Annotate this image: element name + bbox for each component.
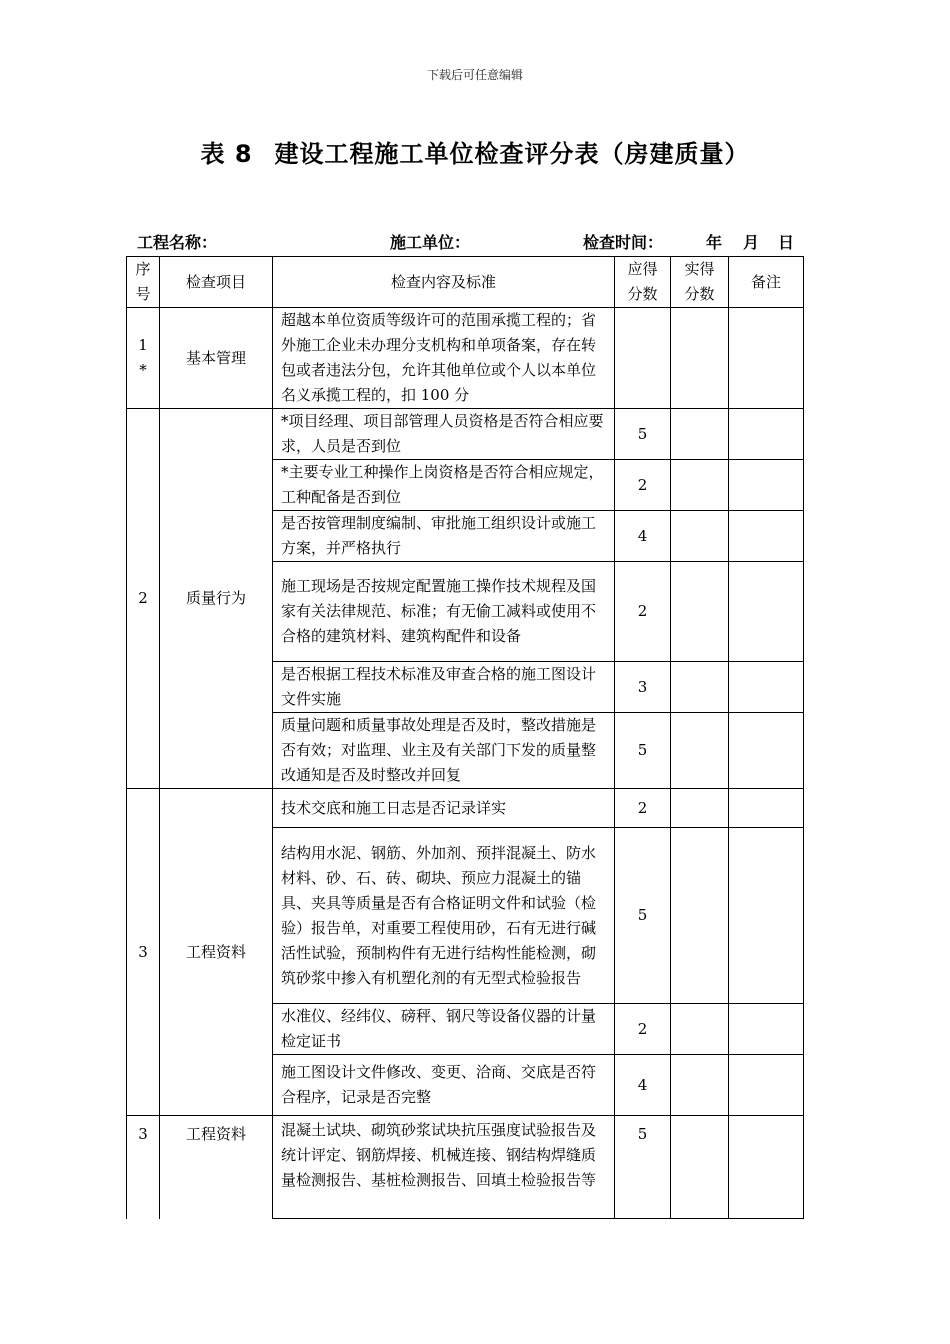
col-header-seq: 序 号	[127, 257, 160, 308]
table-row	[127, 1116, 804, 1219]
page-title	[0, 134, 950, 169]
item-cell: 工程资料	[160, 1116, 273, 1219]
score-due-cell: 3	[615, 662, 671, 713]
check-time-label: 检查时间：	[583, 233, 664, 252]
remark-cell	[729, 511, 804, 562]
remark-cell	[729, 409, 804, 460]
score-actual-cell	[671, 828, 729, 1004]
score-actual-cell	[671, 662, 729, 713]
item-cell: 质量行为	[160, 409, 273, 789]
contractor-label: 施工单位：	[390, 233, 471, 252]
col-header-item: 检查项目	[160, 257, 273, 308]
score-due-cell: 2	[615, 562, 671, 662]
content-cell: *项目经理、项目部管理人员资格是否符合相应要求，人员是否到位	[273, 409, 615, 460]
seq-cell: 2	[127, 409, 160, 789]
seq-cell: 1 *	[127, 308, 160, 409]
remark-cell	[729, 713, 804, 789]
header-row	[127, 257, 804, 308]
content-cell: 是否根据工程技术标准及审查合格的施工图设计文件实施	[273, 662, 615, 713]
content-cell: 是否按管理制度编制、审批施工组织设计或施工方案，并严格执行	[273, 511, 615, 562]
content-cell: 质量问题和质量事故处理是否及时，整改措施是否有效；对监理、业主及有关部门下发的质量整改通知是否及时整改并回复	[273, 713, 615, 789]
title-text: 建设工程施工单位检查评分表（房建质量）	[274, 140, 750, 168]
content-cell: *主要专业工种操作上岗资格是否符合相应规定，工种配备是否到位	[273, 460, 615, 511]
content-cell: 结构用水泥、钢筋、外加剂、预拌混凝土、防水材料、砂、石、砖、砌块、预应力混凝土的锚具、夹具等质量是否有合格证明文件和试验（检验）报告单，对重要工程使用砂，石有无进行碱活性试验，预制构件有无进行结构性能检测，砌筑砂浆中掺入有机塑化剂的有无型式检验报告	[273, 828, 615, 1004]
score-actual-cell	[671, 460, 729, 511]
score-actual-cell	[671, 562, 729, 662]
score-due-cell: 5	[615, 409, 671, 460]
remark-cell	[729, 828, 804, 1004]
score-due-cell: 5	[615, 1116, 671, 1219]
table-row	[127, 409, 804, 460]
col-header-remark: 备注	[729, 257, 804, 308]
score-due-cell: 4	[615, 1055, 671, 1116]
score-actual-cell	[671, 713, 729, 789]
info-line	[0, 230, 950, 250]
score-due-cell: 4	[615, 511, 671, 562]
content-cell: 超越本单位资质等级许可的范围承揽工程的；省外施工企业未办理分支机构和单项备案，存在转包或者违法分包，允许其他单位或个人以本单位名义承揽工程的，扣 100 分	[273, 308, 615, 409]
score-table	[126, 256, 804, 1219]
item-cell: 工程资料	[160, 789, 273, 1116]
remark-cell	[729, 1055, 804, 1116]
score-actual-cell	[671, 511, 729, 562]
seq-cell: 3	[127, 789, 160, 1116]
table-row	[127, 789, 804, 828]
content-cell: 技术交底和施工日志是否记录详实	[273, 789, 615, 828]
score-actual-cell	[671, 409, 729, 460]
score-due-cell: 2	[615, 789, 671, 828]
header-note: 下载后可任意编辑	[426, 68, 523, 82]
score-due-cell	[615, 308, 671, 409]
col-header-score-due: 应得 分数	[615, 257, 671, 308]
content-cell: 施工现场是否按规定配置施工操作技术规程及国家有关法律规范、标准；有无偷工减料或使用不合格的建筑材料、建筑构配件和设备	[273, 562, 615, 662]
remark-cell	[729, 1004, 804, 1055]
month-label: 月	[743, 233, 760, 252]
seq-cell: 3	[127, 1116, 160, 1219]
score-actual-cell	[671, 1055, 729, 1116]
item-cell: 基本管理	[160, 308, 273, 409]
score-due-cell: 5	[615, 713, 671, 789]
remark-cell	[729, 308, 804, 409]
remark-cell	[729, 1116, 804, 1219]
remark-cell	[729, 460, 804, 511]
score-actual-cell	[671, 1116, 729, 1219]
col-header-content: 检查内容及标准	[273, 257, 615, 308]
score-due-cell: 5	[615, 828, 671, 1004]
content-cell: 水准仪、经纬仪、磅秤、钢尺等设备仪器的计量检定证书	[273, 1004, 615, 1055]
project-name-label: 工程名称：	[137, 233, 218, 252]
score-actual-cell	[671, 308, 729, 409]
table-row	[127, 308, 804, 409]
score-actual-cell	[671, 1004, 729, 1055]
remark-cell	[729, 789, 804, 828]
col-header-score-actual: 实得 分数	[671, 257, 729, 308]
remark-cell	[729, 662, 804, 713]
score-due-cell: 2	[615, 460, 671, 511]
content-cell: 混凝土试块、砌筑砂浆试块抗压强度试验报告及统计评定、钢筋焊接、机械连接、钢结构焊缝质量检测报告、基桩检测报告、回填土检验报告等	[273, 1116, 615, 1219]
remark-cell	[729, 562, 804, 662]
year-label: 年	[706, 233, 723, 252]
score-due-cell: 2	[615, 1004, 671, 1055]
table-number: 表 8	[200, 140, 253, 168]
content-cell: 施工图设计文件修改、变更、洽商、交底是否符合程序，记录是否完整	[273, 1055, 615, 1116]
score-actual-cell	[671, 789, 729, 828]
day-label: 日	[778, 233, 795, 252]
